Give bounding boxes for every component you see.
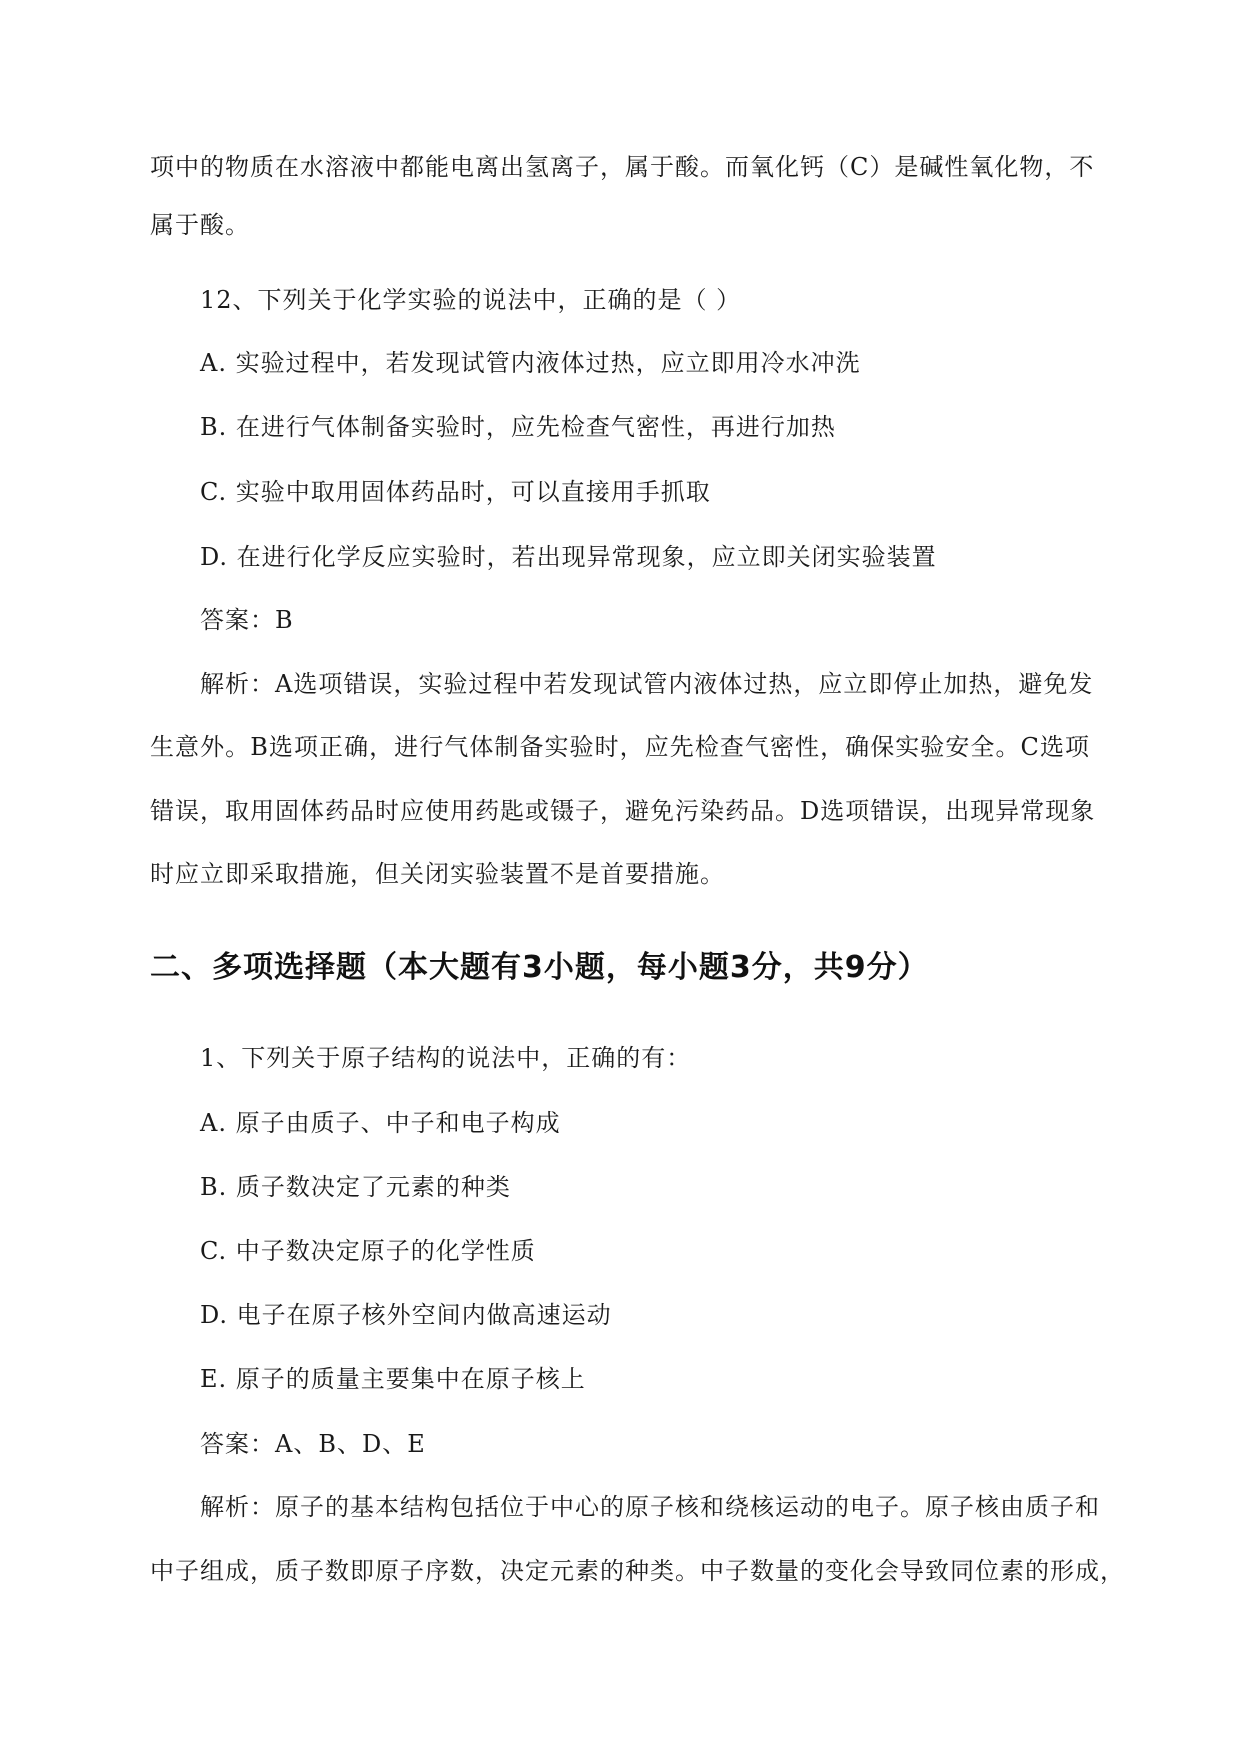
question-12-explanation-line-1: 解析：A选项错误，实验过程中若发现试管内液体过热，应立即停止加热，避免发 xyxy=(200,670,1094,698)
question-1-answer: 答案：A、B、D、E xyxy=(200,1430,426,1458)
question-12-option-b: B. 在进行气体制备实验时，应先检查气密性，再进行加热 xyxy=(200,413,836,441)
prev-explanation-line-2: 属于酸。 xyxy=(150,211,250,239)
prev-explanation-line-1: 项中的物质在水溶液中都能电离出氢离子，属于酸。而氧化钙（C）是碱性氧化物，不 xyxy=(150,153,1095,181)
question-12-stem: 12、下列关于化学实验的说法中，正确的是（ ） xyxy=(200,286,742,314)
question-1-stem: 1、下列关于原子结构的说法中，正确的有： xyxy=(200,1044,692,1072)
question-12-explanation-line-4: 时应立即采取措施，但关闭实验装置不是首要措施。 xyxy=(150,860,725,888)
question-1-option-e: E. 原子的质量主要集中在原子核上 xyxy=(200,1365,586,1393)
question-12-option-c: C. 实验中取用固体药品时，可以直接用手抓取 xyxy=(200,478,711,506)
section-heading-multiple-choice: 二、多项选择题（本大题有3小题，每小题3分，共9分） xyxy=(150,950,929,985)
question-1-explanation-line-1: 解析：原子的基本结构包括位于中心的原子核和绕核运动的电子。原子核由质子和 xyxy=(200,1493,1100,1521)
question-1-option-b: B. 质子数决定了元素的种类 xyxy=(200,1173,511,1201)
question-12-option-a: A. 实验过程中，若发现试管内液体过热，应立即用冷水冲洗 xyxy=(200,349,861,377)
question-1-explanation-line-2: 中子组成，质子数即原子序数，决定元素的种类。中子数量的变化会导致同位素的形成， xyxy=(150,1557,1125,1585)
question-1-option-d: D. 电子在原子核外空间内做高速运动 xyxy=(200,1301,612,1329)
question-12-explanation-line-2: 生意外。B选项正确，进行气体制备实验时，应先检查气密性，确保实验安全。C选项 xyxy=(150,733,1090,761)
question-12-option-d: D. 在进行化学反应实验时，若出现异常现象，应立即关闭实验装置 xyxy=(200,543,937,571)
question-12-answer: 答案：B xyxy=(200,606,294,634)
question-12-explanation-line-3: 错误，取用固体药品时应使用药匙或镊子，避免污染药品。D选项错误，出现异常现象 xyxy=(150,797,1096,825)
question-1-option-a: A. 原子由质子、中子和电子构成 xyxy=(200,1109,561,1137)
question-1-option-c: C. 中子数决定原子的化学性质 xyxy=(200,1237,536,1265)
